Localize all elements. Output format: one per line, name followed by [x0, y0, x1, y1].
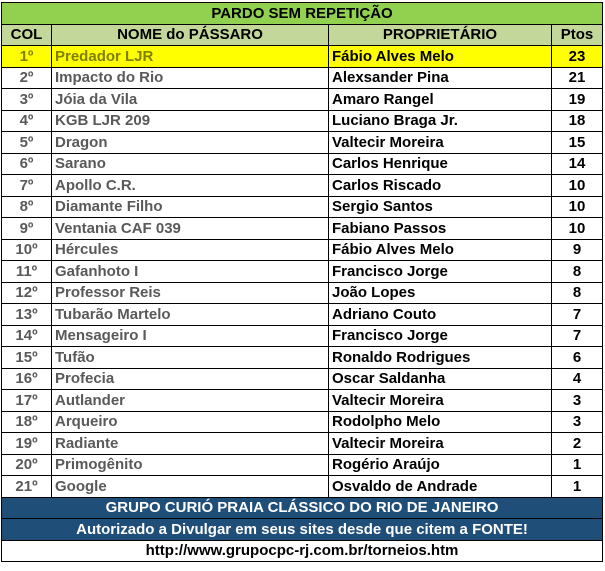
owner-cell: Fábio Alves Melo: [329, 46, 552, 68]
points-cell: 21: [552, 67, 603, 89]
points-cell: 9: [552, 239, 603, 261]
rank-cell: 6º: [2, 153, 52, 175]
bird-name-cell: Dragon: [52, 132, 329, 154]
points-cell: 1: [552, 454, 603, 476]
header-bird: NOME do PÁSSARO: [52, 24, 329, 46]
bird-name-cell: Gafanhoto I: [52, 261, 329, 283]
bird-name-cell: Predador LJR: [52, 46, 329, 68]
rank-cell: 14º: [2, 325, 52, 347]
owner-cell: Valtecir Moreira: [329, 390, 552, 412]
rank-cell: 9º: [2, 218, 52, 240]
points-cell: 3: [552, 411, 603, 433]
owner-cell: Luciano Braga Jr.: [329, 110, 552, 132]
header-owner: PROPRIETÁRIO: [329, 24, 552, 46]
owner-cell: Ronaldo Rodrigues: [329, 347, 552, 369]
owner-cell: Rodolpho Melo: [329, 411, 552, 433]
rank-cell: 13º: [2, 304, 52, 326]
owner-cell: Fabiano Passos: [329, 218, 552, 240]
bird-name-cell: Mensageiro I: [52, 325, 329, 347]
notice-row: [2, 519, 603, 541]
rank-cell: 21º: [2, 476, 52, 498]
group-banner: GRUPO CURIÓ PRAIA CLÁSSICO DO RIO DE JANEIRO: [2, 497, 603, 519]
table-row: [2, 67, 603, 89]
ranking-table: [1, 2, 603, 562]
rank-cell: 10º: [2, 239, 52, 261]
rank-cell: 11º: [2, 261, 52, 283]
source-url[interactable]: http://www.grupocpc-rj.com.br/torneios.htm: [2, 540, 603, 562]
bird-name-cell: Arqueiro: [52, 411, 329, 433]
points-cell: 4: [552, 368, 603, 390]
points-cell: 1: [552, 476, 603, 498]
table-row: [2, 218, 603, 240]
points-cell: 14: [552, 153, 603, 175]
points-cell: 23: [552, 46, 603, 68]
rank-cell: 12º: [2, 282, 52, 304]
owner-cell: João Lopes: [329, 282, 552, 304]
owner-cell: Osvaldo de Andrade: [329, 476, 552, 498]
points-cell: 7: [552, 325, 603, 347]
table-row: [2, 153, 603, 175]
points-cell: 10: [552, 196, 603, 218]
table-row: [2, 196, 603, 218]
bird-name-cell: Autlander: [52, 390, 329, 412]
table-title: PARDO SEM REPETIÇÃO: [2, 3, 603, 25]
bird-name-cell: Impacto do Rio: [52, 67, 329, 89]
rank-cell: 8º: [2, 196, 52, 218]
rank-cell: 18º: [2, 411, 52, 433]
table-row: [2, 454, 603, 476]
bird-name-cell: Sarano: [52, 153, 329, 175]
table-row: [2, 368, 603, 390]
owner-cell: Sergio Santos: [329, 196, 552, 218]
table-row: [2, 132, 603, 154]
owner-cell: Alexsander Pina: [329, 67, 552, 89]
table-row: [2, 239, 603, 261]
table-row: [2, 347, 603, 369]
bird-name-cell: Diamante Filho: [52, 196, 329, 218]
bird-name-cell: Professor Reis: [52, 282, 329, 304]
url-row: [2, 540, 603, 562]
group-banner-row: [2, 497, 603, 519]
points-cell: 7: [552, 304, 603, 326]
owner-cell: Valtecir Moreira: [329, 132, 552, 154]
bird-name-cell: Apollo C.R.: [52, 175, 329, 197]
points-cell: 8: [552, 282, 603, 304]
rank-cell: 17º: [2, 390, 52, 412]
points-cell: 15: [552, 132, 603, 154]
owner-cell: Francisco Jorge: [329, 325, 552, 347]
bird-name-cell: Radiante: [52, 433, 329, 455]
points-cell: 3: [552, 390, 603, 412]
header-pts: Ptos: [552, 24, 603, 46]
header-row: [2, 24, 603, 46]
bird-name-cell: Tufão: [52, 347, 329, 369]
bird-name-cell: Hércules: [52, 239, 329, 261]
points-cell: 18: [552, 110, 603, 132]
bird-name-cell: Primogênito: [52, 454, 329, 476]
table-row: [2, 89, 603, 111]
table-row: [2, 411, 603, 433]
table-row: [2, 325, 603, 347]
table-row: [2, 110, 603, 132]
points-cell: 8: [552, 261, 603, 283]
bird-name-cell: Tubarão Martelo: [52, 304, 329, 326]
notice-text: Autorizado a Divulgar em seus sites desde que citem a FONTE!: [2, 519, 603, 541]
points-cell: 2: [552, 433, 603, 455]
rank-cell: 20º: [2, 454, 52, 476]
rank-cell: 16º: [2, 368, 52, 390]
table-row: [2, 476, 603, 498]
rank-cell: 7º: [2, 175, 52, 197]
rank-cell: 15º: [2, 347, 52, 369]
owner-cell: Oscar Saldanha: [329, 368, 552, 390]
owner-cell: Carlos Henrique: [329, 153, 552, 175]
rank-cell: 4º: [2, 110, 52, 132]
table-row: [2, 261, 603, 283]
points-cell: 6: [552, 347, 603, 369]
rank-cell: 3º: [2, 89, 52, 111]
owner-cell: Amaro Rangel: [329, 89, 552, 111]
table-title-row: [2, 3, 603, 25]
rank-cell: 5º: [2, 132, 52, 154]
owner-cell: Francisco Jorge: [329, 261, 552, 283]
bird-name-cell: Ventania CAF 039: [52, 218, 329, 240]
table-row: [2, 282, 603, 304]
owner-cell: Carlos Riscado: [329, 175, 552, 197]
owner-cell: Valtecir Moreira: [329, 433, 552, 455]
table-row: [2, 304, 603, 326]
table-row: [2, 433, 603, 455]
rank-cell: 19º: [2, 433, 52, 455]
table-row: [2, 175, 603, 197]
table-row: [2, 390, 603, 412]
points-cell: 19: [552, 89, 603, 111]
owner-cell: Rogério Araújo: [329, 454, 552, 476]
owner-cell: Fábio Alves Melo: [329, 239, 552, 261]
bird-name-cell: KGB LJR 209: [52, 110, 329, 132]
rank-cell: 1º: [2, 46, 52, 68]
bird-name-cell: Jóia da Vila: [52, 89, 329, 111]
rank-cell: 2º: [2, 67, 52, 89]
bird-name-cell: Profecia: [52, 368, 329, 390]
bird-name-cell: Google: [52, 476, 329, 498]
points-cell: 10: [552, 218, 603, 240]
points-cell: 10: [552, 175, 603, 197]
table-row: [2, 46, 603, 68]
header-col: COL: [2, 24, 52, 46]
owner-cell: Adriano Couto: [329, 304, 552, 326]
